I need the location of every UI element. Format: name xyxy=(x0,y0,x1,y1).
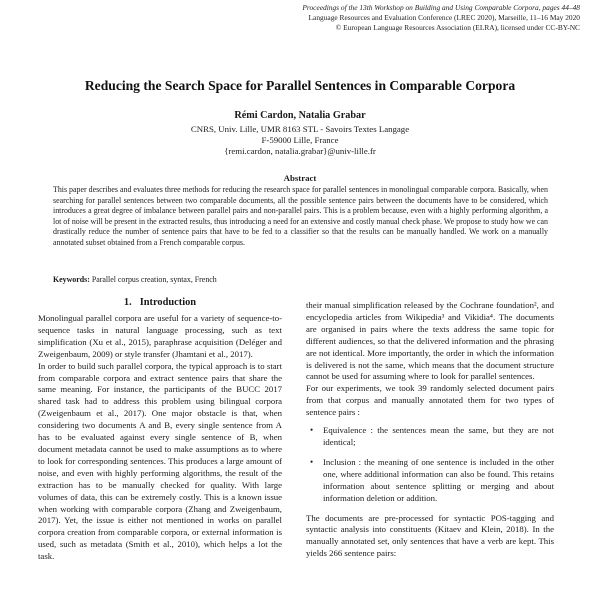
section-title: Introduction xyxy=(139,297,197,308)
right-column xyxy=(306,300,554,560)
affiliation-location: F-59000 Lille, France xyxy=(261,135,339,146)
affiliation-institution: CNRS, Univ. Lille, UMR 8163 STL - Savoirs Textes Langage xyxy=(190,124,410,134)
keywords-line xyxy=(53,275,548,285)
conference-line: Language Resources and Evaluation Conference (LREC 2020), Marseille, 11–16 May 2020 xyxy=(308,13,580,22)
list-item xyxy=(306,457,554,505)
license-line: © European Language Resources Association (ELRA), licensed under CC-BY-NC xyxy=(335,23,580,32)
paper-title: Reducing the Search Space for Parallel Sentences in Comparable Corpora xyxy=(84,78,516,93)
keywords-label: Keywords: xyxy=(53,275,90,284)
sentence-pair-types-list xyxy=(306,425,554,504)
experiment-paragraph: For our experiments, we took 39 randomly selected document pairs from that corpus and manually annotated them for two types of sentence pairs : xyxy=(306,383,554,418)
paper-authors: Rémi Cardon, Natalia Grabar xyxy=(234,110,366,121)
bullet-icon: • xyxy=(310,425,314,436)
preprocessing-paragraph: The documents are pre-processed for syntactic POS-tagging and syntactic analysis into constituents (Kitaev and Klein, 2018). In the manually annotated set, only sentences that have a verb are kept. This yields 266 sentence pairs: xyxy=(306,512,554,559)
intro-paragraph: Monolingual parallel corpora are useful for a variety of sequence-to-sequence tasks in natural language processing, such as text simplification (Xu et al., 2015), paraphrase acquisition (Deléger and Zweigenbaum, 2009) or style transfer (Jhamtani et al., 2017). xyxy=(38,313,282,359)
list-item-text: Inclusion : the meaning of one sentence is included in the other one, where additional information can also be found. This retains information about sentence splitting or merging and about information deletion or addition. xyxy=(323,456,554,503)
section-number: 1. xyxy=(123,297,132,308)
abstract-text: This paper describes and evaluates three methods for reducing the research space for parallel sentences in monolingual comparable corpora. Basically, when searching for parallel sentences between two comparable documents, all the possible sentence pairs between the documents have to be considered, which introduces a great degree of imbalance between parallel pairs and non-parallel pairs. This is a problem because, even with a highly performing algorithm, a lot of noise will be present in the extracted results, thus introducing a need for an extensive and costly manual check phase. We propose to study how we can drastically reduce the number of sentence pairs that have to be fed to a classifier so that the results can be manually handled. We work on a manually annotated subset obtained from a French comparable corpus. xyxy=(53,185,548,247)
abstract-heading: Abstract xyxy=(283,173,317,183)
list-item-text: Equivalence : the sentences mean the same, but they are not identical; xyxy=(323,425,554,447)
intro-paragraph: In order to build such parallel corpora, the typical approach is to start from comparable corpora and extract sentence pairs that share the same meaning. For instance, the participants of the BUCC 2017 shared task had to address this problem using bilingual corpora (Zweigenbaum et al., 2017). One major obstacle is that, when considering two documents A and B, every single sentence from A has to be evaluated against every single sentence of B, when document metadata cannot be used to make assumptions as to where to look for corresponding sentences. This produces a large amount of noise, and even with highly performing algorithms, the result of the extraction has to be manually checked for quality. With large volumes of data, this can be extremely costly. This is a known issue when working with comparable corpora (Zhang and Zweigenbaum, 2017). Yet, the issue is either not mentioned in works on parallel corpora creation from comparable corpora, or external information is used, such as metadata (Smith et al., 2010), which helps a lot the task. xyxy=(38,360,282,562)
proceedings-line: Proceedings of the 13th Workshop on Building and Using Comparable Corpora, pages 44–48 xyxy=(302,3,580,12)
keywords-text: Parallel corpus creation, syntax, French xyxy=(91,275,217,284)
affiliation-block xyxy=(0,124,600,158)
corpus-paragraph: their manual simplification released by the Cochrane foundation², and encyclopedia articles from Wikipedia³ and Vikidia⁴. The documents are organised in pairs where the texts address the same topic for different audiences, so that the delivered information and the phrasing are not identical. More importantly, the order in which the information is delivered is not the same, which means that the document structure cannot be used for assuming where to look for parallel sentences. xyxy=(306,300,554,382)
section-heading-introduction xyxy=(60,297,260,308)
bullet-icon: • xyxy=(310,456,314,467)
affiliation-email: {remi.cardon, natalia.grabar}@univ-lille.fr xyxy=(224,146,376,157)
left-column xyxy=(38,313,282,563)
list-item xyxy=(306,425,554,449)
proceedings-header xyxy=(260,3,580,33)
